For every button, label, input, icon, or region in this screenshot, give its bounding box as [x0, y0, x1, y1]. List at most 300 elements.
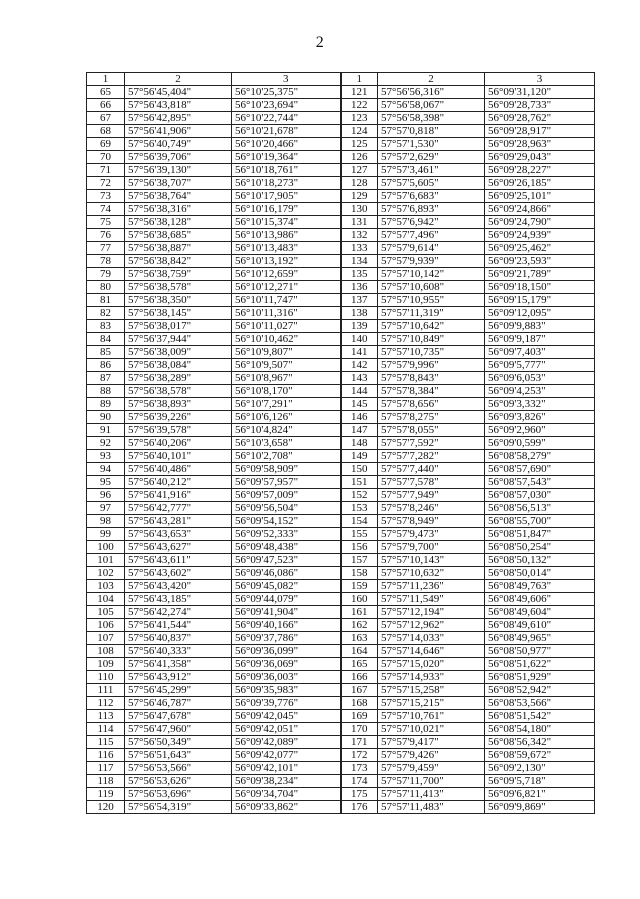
longitude-cell: 56°08'51,847" [485, 528, 595, 541]
table-row [87, 749, 595, 762]
longitude-cell: 56°09'26,185" [485, 177, 595, 190]
point-number-cell: 95 [87, 476, 125, 489]
coordinates-table [86, 72, 595, 814]
point-number-cell: 90 [87, 411, 125, 424]
point-number-cell: 163 [341, 632, 378, 645]
latitude-cell: 57°57'7,496" [378, 229, 485, 242]
table-row [87, 489, 595, 502]
point-number-cell: 136 [341, 281, 378, 294]
longitude-cell: 56°08'49,763" [485, 580, 595, 593]
point-number-cell: 112 [87, 697, 125, 710]
latitude-cell: 57°57'8,949" [378, 515, 485, 528]
latitude-cell: 57°57'12,962" [378, 619, 485, 632]
longitude-cell: 56°10'17,905" [232, 190, 341, 203]
latitude-cell: 57°57'6,683" [378, 190, 485, 203]
point-number-cell: 129 [341, 190, 378, 203]
latitude-cell: 57°57'8,656" [378, 398, 485, 411]
point-number-cell: 94 [87, 463, 125, 476]
point-number-cell: 147 [341, 424, 378, 437]
table-row [87, 190, 595, 203]
point-number-cell: 105 [87, 606, 125, 619]
longitude-cell: 56°08'57,030" [485, 489, 595, 502]
point-number-cell: 138 [341, 307, 378, 320]
longitude-cell: 56°09'2,960" [485, 424, 595, 437]
longitude-cell: 56°09'33,862" [232, 801, 341, 814]
latitude-cell: 57°56'40,206" [125, 437, 232, 450]
longitude-cell: 56°08'58,279" [485, 450, 595, 463]
point-number-cell: 108 [87, 645, 125, 658]
longitude-cell: 56°10'8,967" [232, 372, 341, 385]
table-row [87, 437, 595, 450]
longitude-cell: 56°09'40,166" [232, 619, 341, 632]
longitude-cell: 56°08'49,965" [485, 632, 595, 645]
point-number-cell: 93 [87, 450, 125, 463]
longitude-cell: 56°09'7,403" [485, 346, 595, 359]
longitude-cell: 56°08'52,942" [485, 684, 595, 697]
point-number-cell: 104 [87, 593, 125, 606]
point-number-cell: 128 [341, 177, 378, 190]
longitude-cell: 56°09'4,253" [485, 385, 595, 398]
latitude-cell: 57°57'10,143" [378, 554, 485, 567]
point-number-cell: 137 [341, 294, 378, 307]
latitude-cell: 57°56'38,893" [125, 398, 232, 411]
longitude-cell: 56°08'50,977" [485, 645, 595, 658]
table-row [87, 424, 595, 437]
latitude-cell: 57°56'41,906" [125, 125, 232, 138]
longitude-cell: 56°08'49,610" [485, 619, 595, 632]
latitude-cell: 57°56'47,678" [125, 710, 232, 723]
point-number-cell: 165 [341, 658, 378, 671]
table-row [87, 229, 595, 242]
latitude-cell: 57°57'9,996" [378, 359, 485, 372]
latitude-cell: 57°57'8,384" [378, 385, 485, 398]
longitude-cell: 56°09'28,963" [485, 138, 595, 151]
latitude-cell: 57°56'38,887" [125, 242, 232, 255]
point-number-cell: 119 [87, 788, 125, 801]
longitude-cell: 56°09'38,234" [232, 775, 341, 788]
point-number-cell: 173 [341, 762, 378, 775]
latitude-cell: 57°57'9,939" [378, 255, 485, 268]
latitude-cell: 57°56'40,486" [125, 463, 232, 476]
point-number-cell: 116 [87, 749, 125, 762]
longitude-cell: 56°09'0,599" [485, 437, 595, 450]
longitude-cell: 56°09'39,776" [232, 697, 341, 710]
point-number-cell: 121 [341, 86, 378, 99]
point-number-cell: 75 [87, 216, 125, 229]
table-row [87, 697, 595, 710]
latitude-cell: 57°57'7,282" [378, 450, 485, 463]
longitude-cell: 56°10'7,291" [232, 398, 341, 411]
header-point-number: 1 [341, 73, 378, 86]
longitude-cell: 56°09'12,095" [485, 307, 595, 320]
table-row [87, 476, 595, 489]
latitude-cell: 57°56'38,009" [125, 346, 232, 359]
table-row [87, 606, 595, 619]
table-row [87, 710, 595, 723]
latitude-cell: 57°56'43,818" [125, 99, 232, 112]
latitude-cell: 57°57'11,319" [378, 307, 485, 320]
point-number-cell: 91 [87, 424, 125, 437]
table-row [87, 619, 595, 632]
latitude-cell: 57°57'15,215" [378, 697, 485, 710]
latitude-cell: 57°57'6,942" [378, 216, 485, 229]
latitude-cell: 57°56'38,578" [125, 281, 232, 294]
latitude-cell: 57°56'38,128" [125, 216, 232, 229]
point-number-cell: 162 [341, 619, 378, 632]
latitude-cell: 57°56'43,912" [125, 671, 232, 684]
longitude-cell: 56°09'28,917" [485, 125, 595, 138]
longitude-cell: 56°10'12,271" [232, 281, 341, 294]
table-row [87, 255, 595, 268]
longitude-cell: 56°09'23,593" [485, 255, 595, 268]
point-number-cell: 153 [341, 502, 378, 515]
table-row [87, 671, 595, 684]
longitude-cell: 56°09'57,009" [232, 489, 341, 502]
longitude-cell: 56°09'42,045" [232, 710, 341, 723]
longitude-cell: 56°09'5,777" [485, 359, 595, 372]
longitude-cell: 56°09'6,821" [485, 788, 595, 801]
latitude-cell: 57°57'2,629" [378, 151, 485, 164]
point-number-cell: 98 [87, 515, 125, 528]
longitude-cell: 56°08'55,700" [485, 515, 595, 528]
longitude-cell: 56°09'18,150" [485, 281, 595, 294]
latitude-cell: 57°57'9,473" [378, 528, 485, 541]
point-number-cell: 69 [87, 138, 125, 151]
point-number-cell: 127 [341, 164, 378, 177]
latitude-cell: 57°57'7,440" [378, 463, 485, 476]
point-number-cell: 176 [341, 801, 378, 814]
latitude-cell: 57°56'38,759" [125, 268, 232, 281]
longitude-cell: 56°09'25,462" [485, 242, 595, 255]
point-number-cell: 160 [341, 593, 378, 606]
longitude-cell: 56°09'41,904" [232, 606, 341, 619]
point-number-cell: 174 [341, 775, 378, 788]
latitude-cell: 57°56'40,837" [125, 632, 232, 645]
latitude-cell: 57°56'54,319" [125, 801, 232, 814]
longitude-cell: 56°08'59,672" [485, 749, 595, 762]
longitude-cell: 56°09'9,187" [485, 333, 595, 346]
latitude-cell: 57°56'38,316" [125, 203, 232, 216]
table-row [87, 801, 595, 814]
latitude-cell: 57°56'43,185" [125, 593, 232, 606]
longitude-cell: 56°09'46,086" [232, 567, 341, 580]
latitude-cell: 57°56'43,281" [125, 515, 232, 528]
longitude-cell: 56°10'10,462" [232, 333, 341, 346]
longitude-cell: 56°10'3,658" [232, 437, 341, 450]
table-row [87, 762, 595, 775]
latitude-cell: 57°57'8,843" [378, 372, 485, 385]
longitude-cell: 56°10'8,170" [232, 385, 341, 398]
point-number-cell: 170 [341, 723, 378, 736]
longitude-cell: 56°10'25,375" [232, 86, 341, 99]
longitude-cell: 56°09'44,079" [232, 593, 341, 606]
latitude-cell: 57°56'38,764" [125, 190, 232, 203]
latitude-cell: 57°57'3,461" [378, 164, 485, 177]
point-number-cell: 146 [341, 411, 378, 424]
longitude-cell: 56°08'54,180" [485, 723, 595, 736]
latitude-cell: 57°57'10,761" [378, 710, 485, 723]
longitude-cell: 56°10'19,364" [232, 151, 341, 164]
latitude-cell: 57°56'40,101" [125, 450, 232, 463]
latitude-cell: 57°57'8,246" [378, 502, 485, 515]
longitude-cell: 56°09'58,909" [232, 463, 341, 476]
point-number-cell: 139 [341, 320, 378, 333]
latitude-cell: 57°57'5,605" [378, 177, 485, 190]
point-number-cell: 76 [87, 229, 125, 242]
point-number-cell: 117 [87, 762, 125, 775]
latitude-cell: 57°56'38,707" [125, 177, 232, 190]
longitude-cell: 56°10'22,744" [232, 112, 341, 125]
longitude-cell: 56°09'35,983" [232, 684, 341, 697]
latitude-cell: 57°57'14,033" [378, 632, 485, 645]
table-row [87, 502, 595, 515]
latitude-cell: 57°57'14,646" [378, 645, 485, 658]
header-latitude: 2 [378, 73, 485, 86]
latitude-cell: 57°56'42,274" [125, 606, 232, 619]
point-number-cell: 101 [87, 554, 125, 567]
longitude-cell: 56°10'18,761" [232, 164, 341, 177]
longitude-cell: 56°09'2,130" [485, 762, 595, 775]
point-number-cell: 164 [341, 645, 378, 658]
table-row [87, 320, 595, 333]
header-point-number: 1 [87, 73, 125, 86]
point-number-cell: 175 [341, 788, 378, 801]
point-number-cell: 97 [87, 502, 125, 515]
longitude-cell: 56°09'52,333" [232, 528, 341, 541]
point-number-cell: 110 [87, 671, 125, 684]
latitude-cell: 57°56'50,349" [125, 736, 232, 749]
table-row [87, 632, 595, 645]
point-number-cell: 92 [87, 437, 125, 450]
latitude-cell: 57°57'0,818" [378, 125, 485, 138]
longitude-cell: 56°09'3,332" [485, 398, 595, 411]
table-row [87, 385, 595, 398]
longitude-cell: 56°09'54,152" [232, 515, 341, 528]
point-number-cell: 168 [341, 697, 378, 710]
point-number-cell: 73 [87, 190, 125, 203]
longitude-cell: 56°08'51,929" [485, 671, 595, 684]
table-row [87, 151, 595, 164]
point-number-cell: 141 [341, 346, 378, 359]
longitude-cell: 56°09'34,704" [232, 788, 341, 801]
latitude-cell: 57°56'43,653" [125, 528, 232, 541]
longitude-cell: 56°10'23,694" [232, 99, 341, 112]
longitude-cell: 56°09'29,043" [485, 151, 595, 164]
longitude-cell: 56°09'42,077" [232, 749, 341, 762]
latitude-cell: 57°57'6,893" [378, 203, 485, 216]
page-number: 2 [315, 34, 325, 51]
point-number-cell: 81 [87, 294, 125, 307]
longitude-cell: 56°08'51,622" [485, 658, 595, 671]
latitude-cell: 57°56'53,626" [125, 775, 232, 788]
longitude-cell: 56°09'24,790" [485, 216, 595, 229]
longitude-cell: 56°09'36,099" [232, 645, 341, 658]
point-number-cell: 126 [341, 151, 378, 164]
longitude-cell: 56°08'50,132" [485, 554, 595, 567]
latitude-cell: 57°56'38,842" [125, 255, 232, 268]
point-number-cell: 172 [341, 749, 378, 762]
latitude-cell: 57°57'10,849" [378, 333, 485, 346]
point-number-cell: 111 [87, 684, 125, 697]
table-row [87, 723, 595, 736]
longitude-cell: 56°09'42,051" [232, 723, 341, 736]
header-longitude: 3 [485, 73, 595, 86]
latitude-cell: 57°56'43,611" [125, 554, 232, 567]
latitude-cell: 57°56'38,289" [125, 372, 232, 385]
point-number-cell: 134 [341, 255, 378, 268]
point-number-cell: 84 [87, 333, 125, 346]
table-row [87, 567, 595, 580]
table-row [87, 333, 595, 346]
table-row [87, 281, 595, 294]
point-number-cell: 102 [87, 567, 125, 580]
table-row [87, 463, 595, 476]
latitude-cell: 57°56'38,017" [125, 320, 232, 333]
longitude-cell: 56°09'28,733" [485, 99, 595, 112]
latitude-cell: 57°57'9,614" [378, 242, 485, 255]
table-row [87, 86, 595, 99]
point-number-cell: 169 [341, 710, 378, 723]
latitude-cell: 57°57'9,417" [378, 736, 485, 749]
latitude-cell: 57°56'39,578" [125, 424, 232, 437]
longitude-cell: 56°09'47,523" [232, 554, 341, 567]
table-row [87, 203, 595, 216]
longitude-cell: 56°10'21,678" [232, 125, 341, 138]
longitude-cell: 56°09'42,101" [232, 762, 341, 775]
table-row [87, 411, 595, 424]
point-number-cell: 70 [87, 151, 125, 164]
longitude-cell: 56°10'11,747" [232, 294, 341, 307]
table-row [87, 398, 595, 411]
point-number-cell: 88 [87, 385, 125, 398]
point-number-cell: 125 [341, 138, 378, 151]
header-latitude: 2 [125, 73, 232, 86]
longitude-cell: 56°08'51,542" [485, 710, 595, 723]
longitude-cell: 56°09'9,883" [485, 320, 595, 333]
table-row [87, 177, 595, 190]
table-row [87, 99, 595, 112]
longitude-cell: 56°09'24,866" [485, 203, 595, 216]
latitude-cell: 57°56'41,358" [125, 658, 232, 671]
point-number-cell: 150 [341, 463, 378, 476]
point-number-cell: 89 [87, 398, 125, 411]
longitude-cell: 56°10'11,316" [232, 307, 341, 320]
table-row [87, 112, 595, 125]
point-number-cell: 66 [87, 99, 125, 112]
latitude-cell: 57°56'45,404" [125, 86, 232, 99]
longitude-cell: 56°10'20,466" [232, 138, 341, 151]
longitude-cell: 56°10'13,192" [232, 255, 341, 268]
point-number-cell: 171 [341, 736, 378, 749]
point-number-cell: 140 [341, 333, 378, 346]
longitude-cell: 56°10'13,986" [232, 229, 341, 242]
point-number-cell: 68 [87, 125, 125, 138]
latitude-cell: 57°57'8,055" [378, 424, 485, 437]
latitude-cell: 57°56'56,316" [378, 86, 485, 99]
longitude-cell: 56°08'49,604" [485, 606, 595, 619]
table-body [87, 86, 595, 814]
header-row [87, 73, 595, 86]
table-row [87, 541, 595, 554]
point-number-cell: 131 [341, 216, 378, 229]
point-number-cell: 161 [341, 606, 378, 619]
latitude-cell: 57°57'9,426" [378, 749, 485, 762]
latitude-cell: 57°57'10,735" [378, 346, 485, 359]
point-number-cell: 99 [87, 528, 125, 541]
longitude-cell: 56°09'3,826" [485, 411, 595, 424]
point-number-cell: 156 [341, 541, 378, 554]
latitude-cell: 57°57'8,275" [378, 411, 485, 424]
point-number-cell: 103 [87, 580, 125, 593]
point-number-cell: 82 [87, 307, 125, 320]
longitude-cell: 56°09'36,003" [232, 671, 341, 684]
point-number-cell: 65 [87, 86, 125, 99]
table-row [87, 554, 595, 567]
point-number-cell: 100 [87, 541, 125, 554]
latitude-cell: 57°56'38,578" [125, 385, 232, 398]
point-number-cell: 149 [341, 450, 378, 463]
point-number-cell: 79 [87, 268, 125, 281]
point-number-cell: 67 [87, 112, 125, 125]
latitude-cell: 57°57'7,592" [378, 437, 485, 450]
latitude-cell: 57°56'38,685" [125, 229, 232, 242]
table-row [87, 125, 595, 138]
table-row [87, 450, 595, 463]
point-number-cell: 148 [341, 437, 378, 450]
latitude-cell: 57°57'10,632" [378, 567, 485, 580]
point-number-cell: 157 [341, 554, 378, 567]
point-number-cell: 85 [87, 346, 125, 359]
latitude-cell: 57°57'11,549" [378, 593, 485, 606]
longitude-cell: 56°10'11,027" [232, 320, 341, 333]
longitude-cell: 56°08'50,254" [485, 541, 595, 554]
longitude-cell: 56°09'36,069" [232, 658, 341, 671]
longitude-cell: 56°09'6,053" [485, 372, 595, 385]
table-row [87, 580, 595, 593]
point-number-cell: 77 [87, 242, 125, 255]
table-row [87, 242, 595, 255]
longitude-cell: 56°08'49,606" [485, 593, 595, 606]
latitude-cell: 57°57'10,642" [378, 320, 485, 333]
table-row [87, 346, 595, 359]
longitude-cell: 56°08'56,342" [485, 736, 595, 749]
longitude-cell: 56°09'24,939" [485, 229, 595, 242]
longitude-cell: 56°09'25,101" [485, 190, 595, 203]
point-number-cell: 72 [87, 177, 125, 190]
latitude-cell: 57°56'38,084" [125, 359, 232, 372]
latitude-cell: 57°56'43,420" [125, 580, 232, 593]
latitude-cell: 57°57'10,955" [378, 294, 485, 307]
point-number-cell: 115 [87, 736, 125, 749]
table-row [87, 216, 595, 229]
longitude-cell: 56°09'56,504" [232, 502, 341, 515]
point-number-cell: 113 [87, 710, 125, 723]
table-row [87, 372, 595, 385]
header-longitude: 3 [232, 73, 341, 86]
latitude-cell: 57°57'11,483" [378, 801, 485, 814]
longitude-cell: 56°09'48,438" [232, 541, 341, 554]
latitude-cell: 57°57'10,021" [378, 723, 485, 736]
table-row [87, 138, 595, 151]
longitude-cell: 56°10'18,273" [232, 177, 341, 190]
longitude-cell: 56°08'53,566" [485, 697, 595, 710]
latitude-cell: 57°56'53,566" [125, 762, 232, 775]
latitude-cell: 57°56'43,627" [125, 541, 232, 554]
latitude-cell: 57°57'10,142" [378, 268, 485, 281]
point-number-cell: 86 [87, 359, 125, 372]
latitude-cell: 57°56'53,696" [125, 788, 232, 801]
latitude-cell: 57°56'39,226" [125, 411, 232, 424]
